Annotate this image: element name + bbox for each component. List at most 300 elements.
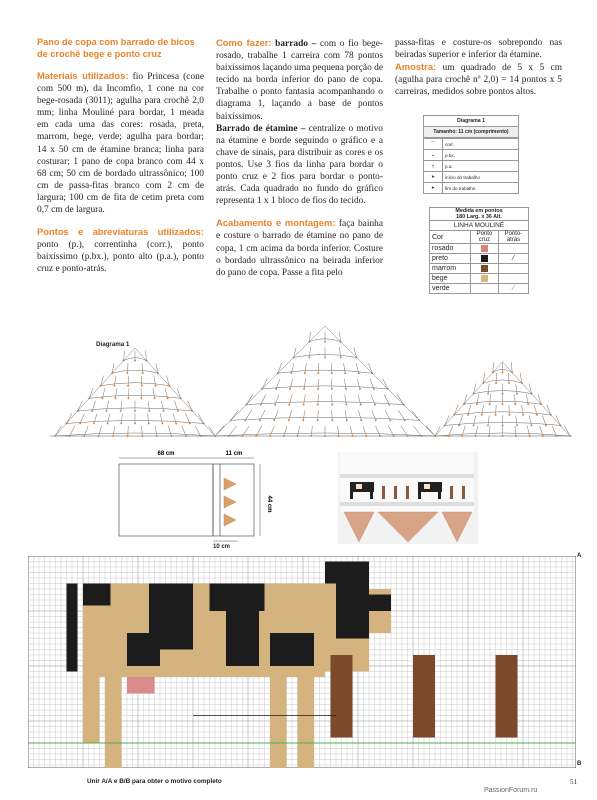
stitch-dot [502,393,504,395]
stitch-dot [345,388,347,390]
stitch-dot [393,435,395,437]
stitch-mark [148,401,149,411]
start-arrow-icon: ➤ [424,172,443,183]
stitch-dot [288,419,290,421]
stitch-mark [290,379,293,389]
stitch-mark [414,426,422,436]
stitch-dot [489,403,491,405]
stitch-dot [259,419,261,421]
stitch-dot [404,419,406,421]
stitch-dot [420,435,422,437]
stitch-dot [502,371,504,373]
legend-1-size: Tamanho: 11 cm (comprimento) [424,127,519,138]
stitch-dot [255,435,257,437]
stitch-dot [331,419,333,421]
stitch-mark [303,410,305,420]
stitch-mark [270,426,274,436]
chain-arc [246,402,403,405]
stitch-mark [462,426,465,436]
stitch-mark [515,426,516,436]
stitch-mark [146,351,147,361]
stitch-dot [502,424,504,426]
stitch-mark [309,332,310,342]
legend-thread: LINHA MOULINÉ [430,221,529,231]
stitch-mark [274,410,278,420]
stitch-mark [388,426,394,436]
stitch-mark [383,379,388,389]
stitch-dot [83,435,85,437]
stitch-dot [516,393,518,395]
materials-paragraph: Materiais utilizados: fio Princesa (cone com 500 m), da Incomfio, 1 cone na cor bege-rosada (3011); agulha para crochê 2,0 mm; linha Mouliné para bordar, 1 meada em cada uma das cores: rosada, preta, marrom, bege, verde; agulha para bordar; 14 x 50 cm de étamine branca; linha para costurar; 1 pano de copa branco com 44 x 68 cm; 50 cm de bordado ultrassônico; 100 cm de passa-fitas branco com 2 cm de largura; 100 cm de fita de cetim preta com 0,7 cm de largura. [37,70,204,216]
stitch-mark [522,405,524,415]
stitch-mark [121,413,122,423]
stitch-dot [244,419,246,421]
stitch-dot [515,435,517,437]
stitch-dot [141,435,143,437]
stitch-mark [476,426,478,436]
stitch-dot [120,422,122,424]
text-column-1 [37,37,204,276]
stitch-mark [262,379,267,389]
stitch-dot [107,422,109,424]
stitch-dot [303,388,305,390]
thread-row: preto ⁄ [430,254,529,264]
stitch-dot [288,404,290,406]
stitch-mark [527,426,529,436]
stitch-dot [407,435,409,437]
dim-width-label: 68 cm [157,451,175,457]
stitch-mark [398,410,404,420]
stitch-mark [511,362,512,372]
color-swatch-icon [481,275,488,282]
stitch-mark [345,410,347,420]
stitch-mark [94,413,97,423]
stitch-mark [154,376,156,386]
stitch-mark [78,401,83,411]
stitch-mark [526,394,528,404]
stitch-dot [275,388,277,390]
stitch-dot [127,435,129,437]
stitch-dot [189,422,191,424]
stitch-dot [317,372,319,374]
stitch-mark [289,395,292,405]
chain-arc [483,380,522,383]
stitch-mark [284,426,287,436]
finish-heading: Acabamento e montagem: [216,217,336,229]
stitch-dot [508,414,510,416]
backstitch-icon: ⁄ [498,284,528,294]
stitch-mark [177,388,181,398]
stitch-mark [318,363,319,373]
stitch-dot [148,410,150,412]
stitch-dot [324,356,326,358]
stitch-mark [161,401,163,411]
legend-1-title: Diagrama 1 [424,116,519,127]
stitch-dot [242,435,244,437]
stitch-mark [488,415,489,425]
dim-border-label: 11 cm [225,451,243,457]
stitch-mark [318,410,319,420]
stitch-dot [177,410,179,412]
text-column-2 [216,37,383,279]
towel-dimension-drawing [110,446,280,546]
stitch-dot [142,372,144,374]
stitch-mark [357,379,360,389]
stitch-mark [121,401,122,411]
stitch-dot [508,382,510,384]
chain-arc [262,386,388,389]
stitch-dot [308,356,310,358]
stitch-mark [245,410,251,420]
stitch-dot [101,397,103,399]
stitch-mark [547,405,551,415]
stitch-dot [530,424,532,426]
dim-height-label: 44 cm [266,495,272,513]
stitch-dot [556,435,558,437]
stitch-dot [475,435,477,437]
stitch-mark [516,384,517,394]
stitch-mark [124,351,125,361]
stitch-mark [344,363,346,373]
stitch-dot [161,422,163,424]
stitch-dot [303,404,305,406]
chart-label-b: B [577,761,582,767]
stitch-dot [126,372,128,374]
stitch-mark [155,426,157,436]
stitch-dot [273,419,275,421]
stitch-mark [141,388,142,398]
stitch-mark [256,426,262,436]
stitch-mark [55,426,61,436]
stitch-mark [209,426,215,436]
stitch-dot [324,341,326,343]
stitch-mark [99,426,102,436]
dim-bottom-label: 10 cm [213,544,231,550]
stitch-dot [488,435,490,437]
stitch-mark [331,379,332,389]
stitch-dot [141,397,143,399]
stitch-mark [345,395,347,405]
etamine-heading: Barrado de étamine – [216,123,306,134]
stitch-mark [188,401,193,411]
stitch-dot [495,414,497,416]
stitch-mark [350,426,352,436]
stitch-mark [108,413,110,423]
stitch-dot [529,435,531,437]
stitch-mark [474,415,476,425]
stitch-dot [514,403,516,405]
cross-stitch-chart [28,556,576,768]
stitch-dot [185,435,187,437]
stitch-dot [114,397,116,399]
stitch-dot [163,410,165,412]
slip-stitch-icon: • [424,150,443,161]
stitch-mark [454,405,458,415]
stitch-mark [113,426,115,436]
text-column-3 [395,37,562,98]
stitch-mark [182,426,186,436]
stitch-mark [496,373,497,383]
stitch-dot [113,385,115,387]
stitch-mark [332,395,333,405]
stitch-mark [318,379,319,389]
chain-arc [55,433,215,436]
stitch-mark [114,376,116,386]
stitch-mark [540,426,543,436]
stitch-mark [298,426,300,436]
stitch-mark [289,410,292,420]
stitch-dot [134,360,136,362]
watermark: PassionForum.ru [484,787,538,794]
stitch-dot [461,435,463,437]
continuation-paragraph: passa-fitas e costure-os sobrepondo nas beiradas superior e inferior da étamine. [395,38,562,61]
stitch-dot [375,419,377,421]
stitch-mark [516,415,517,425]
stitch-dot [199,435,201,437]
stitch-dot [289,388,291,390]
crochet-diagram [0,312,597,452]
stitch-dot [79,422,81,424]
stitch-mark [331,363,332,373]
thread-row: verde ⁄ [430,284,529,294]
color-swatch-icon [481,245,488,252]
stitch-mark [508,373,509,383]
stitch-mark [142,363,143,373]
stitch-mark [488,384,489,394]
fence-post [413,655,435,738]
finish-paragraph: Acabamento e montagem: faça bainha e costure o barrado de étamine no pano de copa, 1 cm acima da borda inferior. Costure o bordado ultrassônico na beirada inferior do pano de copa. Passe a fita pelo [216,217,383,278]
stitch-dot [359,388,361,390]
stitch-mark [339,332,340,342]
materials-heading: Materiais utilizados: [37,70,129,81]
stitch-dot [545,424,547,426]
stitch-dot [487,393,489,395]
chart-footer-note: Unir A/A e B/B para obter o motivo completo [87,778,222,785]
stitch-dot [344,372,346,374]
stitch-dot [536,414,538,416]
stitch-mark [496,405,497,415]
stitch-mark [311,426,312,436]
stitch-mark [372,410,376,420]
stitch-mark [160,413,162,423]
how-to-paragraph: Como fazer: barrado – com o fio bege-rosado, trabalhe 1 carreira com 78 pontos baixíssimos laçando uma pequena porção de tecido na borda inferior do pano de copa. Trabalhe o ponto fantasia acompanhando o diagrama 1, laçando a base de pontos baixíssimos. [216,37,384,122]
stitch-mark [376,426,380,436]
stitch-mark [168,426,171,436]
stitch-dot [458,424,460,426]
stitch-dot [317,404,319,406]
stitch-dot [302,419,304,421]
stitch-mark [89,388,93,398]
stitch-dot [331,388,333,390]
stitch-dot [175,422,177,424]
sample-heading: Amostra: [395,61,437,73]
stitch-dot [331,372,333,374]
stitch-dot [69,435,71,437]
stitch-dot [360,404,362,406]
stitch-dot [481,414,483,416]
stitch-mark [509,405,510,415]
stitch-dot [502,435,504,437]
stitch-dot [487,424,489,426]
diagram-1-legend: Diagrama 1 Tamanho: 11 cm (comprimento) ⌒ corr. • p.bx. † p.a. ➤ início do trabalho ➤ fim do trabalho [423,115,519,194]
stitch-dot [495,382,497,384]
stitch-dot [297,435,299,437]
diagram-1-label: Diagrama 1 [96,341,130,348]
stitch-dot [98,435,100,437]
stitch-dot [379,435,381,437]
double-crochet-icon: † [424,161,443,172]
stitch-dot [317,388,319,390]
legend-measure: Medida em pontos 180 Larg. x 36 Alt. [430,208,529,221]
stitch-dot [283,435,285,437]
stitch-dot [134,422,136,424]
stitch-dot [527,403,529,405]
stitch-mark [304,395,306,405]
etamine-paragraph: Barrado de étamine – centralize o motivo na étamine e borde seguindo o gráfico e a chave de sinais, para distribuir as cores e os pontos. Use 3 fios da linha para bordar o ponto cruz e 2 fios para bordar o ponto-atrás. Cada quadrado no fundo do gráfico representa 1 x 1 bloco de fios do tecido. [216,123,383,207]
stitch-dot [120,410,122,412]
stitch-mark [141,376,142,386]
stitch-mark [412,410,420,420]
stitch-dot [260,404,262,406]
stitch-dot [502,403,504,405]
stitch-dot [345,404,347,406]
stitch-mark [339,347,340,357]
end-arrow-icon: ➤ [424,183,443,194]
stitch-mark [278,363,282,373]
abbreviations-paragraph: Pontos e abreviaturas utilizados: ponto (p.), correntinha (corr.), ponto baixíssimo (p.bx.), ponto alto (p.a.), ponto cruz e ponto-atrás. [37,226,204,275]
stitch-mark [106,401,108,411]
stitch-mark [173,413,176,423]
stitch-mark [489,426,490,436]
stitch-dot [167,397,169,399]
stitch-mark [371,395,375,405]
abbreviations-heading: Pontos e abreviaturas utilizados: [37,226,204,238]
stitch-mark [153,388,155,398]
fence-post [331,655,353,738]
color-swatch-icon [481,265,488,272]
stitch-dot [476,403,478,405]
stitch-mark [115,388,117,398]
color-swatch-icon [481,255,488,262]
stitch-mark [368,363,372,373]
stitch-mark [445,415,450,425]
chain-arc [112,370,158,373]
stitch-dot [324,435,326,437]
stitch-dot [141,385,143,387]
stitch-dot [310,435,312,437]
chart-label-a: A [577,553,582,559]
stitch-dot [358,372,360,374]
stitch-dot [148,422,150,424]
pattern-title: Pano de copa com barrado de bicos de crochê bege e ponto cruz [37,37,195,59]
stitch-mark [358,410,361,420]
towel-photo [338,452,478,544]
stitch-mark [477,394,479,404]
stitch-mark [344,379,346,389]
stitch-dot [340,356,342,358]
thread-row: bege [430,274,529,284]
stitch-dot [389,419,391,421]
fence-post [496,655,518,738]
stitch-dot [170,435,172,437]
stitch-mark [514,394,515,404]
stitch-dot [317,419,319,421]
stitch-dot [91,410,93,412]
stitch-dot [290,372,292,374]
stitch-dot [374,404,376,406]
stitch-mark [490,394,491,404]
backstitch-icon: ⁄ [498,254,528,264]
stitch-dot [542,435,544,437]
stitch-mark [529,415,531,425]
thread-legend: Medida em pontos 180 Larg. x 36 Alt. LINHA MOULINÉ Cor Ponto cruz Ponto-atrás rosado preto ⁄ marrom bege verde ⁄ [429,207,529,294]
stitch-mark [358,395,361,405]
stitch-dot [473,424,475,426]
stitch-mark [363,426,366,436]
thread-row: marrom [430,264,529,274]
stitch-mark [231,410,239,420]
stitch-dot [448,435,450,437]
stitch-mark [338,426,339,436]
stitch-dot [365,435,367,437]
stitch-dot [360,419,362,421]
stitch-mark [309,347,310,357]
stitch-mark [556,415,561,425]
stitch-dot [269,435,271,437]
stitch-mark [127,363,128,373]
stitch-dot [346,419,348,421]
stitch-dot [154,397,156,399]
stitch-mark [493,362,494,372]
stitch-dot [93,422,95,424]
stitch-dot [105,410,107,412]
stitch-dot [338,435,340,437]
stitch-dot [155,385,157,387]
stitch-dot [516,424,518,426]
stitch-mark [148,413,149,423]
stitch-dot [274,404,276,406]
stitch-mark [84,426,88,436]
stitch-mark [275,395,279,405]
stitch-dot [522,414,524,416]
stitch-mark [332,410,333,420]
stitch-mark [318,395,319,405]
stitch-mark [482,405,484,415]
stitch-dot [156,435,158,437]
stitch-dot [134,410,136,412]
stitch-mark [128,376,129,386]
thread-row: rosado [430,244,529,254]
stitch-dot [388,404,390,406]
stitch-mark [304,379,306,389]
chain-symbol-icon: ⌒ [424,139,443,150]
stitch-dot [331,404,333,406]
stitch-dot [228,435,230,437]
sample-paragraph: Amostra: um quadrado de 5 x 5 cm (agulha para crochê nº 2,0) = 14 pontos x 5 carreiras, medidos sobre pontos altos. [395,61,562,98]
stitch-mark [229,426,237,436]
stitch-mark [128,388,129,398]
page-number: 51 [570,778,577,786]
stitch-dot [127,385,129,387]
chain-arc [101,383,170,386]
stitch-dot [467,414,469,416]
stitch-dot [352,435,354,437]
stitch-dot [373,388,375,390]
stitch-mark [142,426,143,436]
how-to-heading: Como fazer: [216,37,272,48]
stitch-mark [305,363,307,373]
stitch-dot [112,435,114,437]
